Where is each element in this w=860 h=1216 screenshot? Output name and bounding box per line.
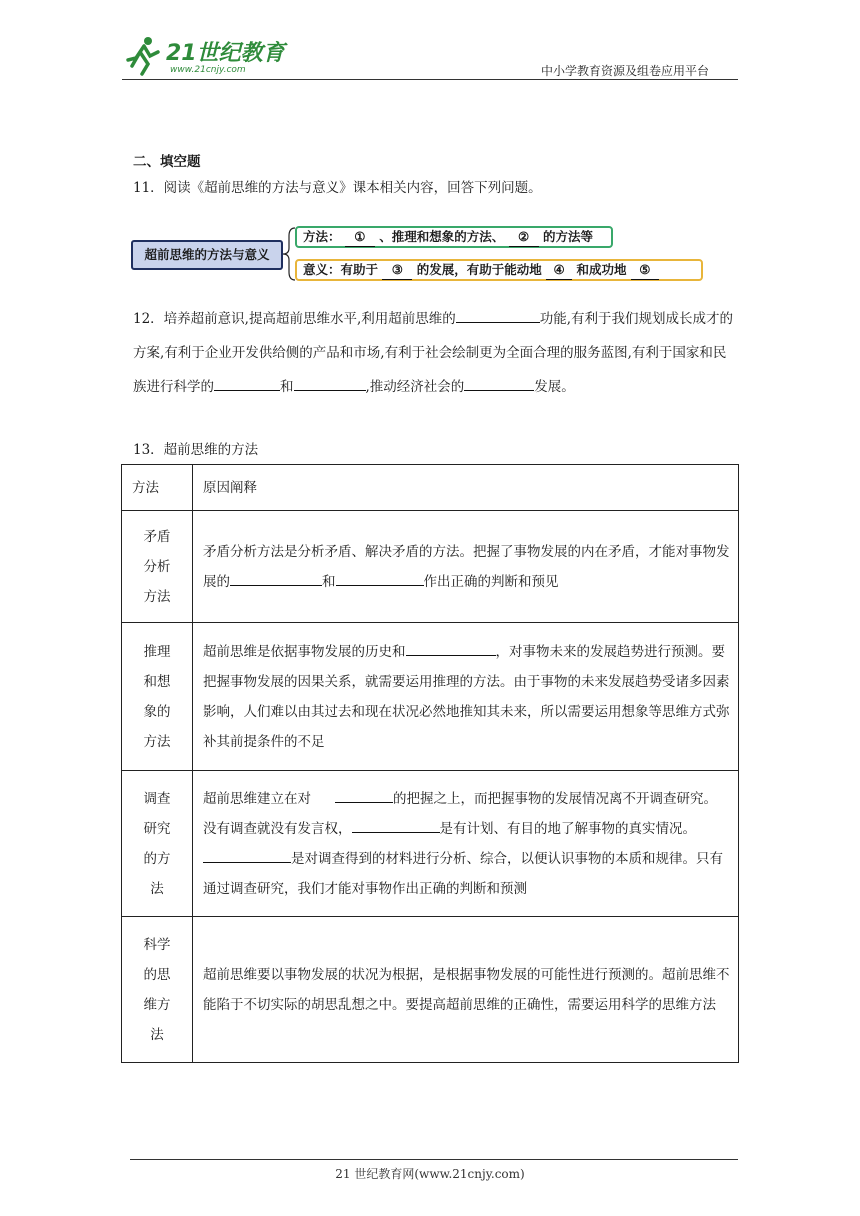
method-cell: 矛盾分析方法: [122, 511, 193, 623]
diagram-method-box: [295, 226, 613, 248]
q12-part-5: 发展。: [534, 379, 575, 395]
question-13-title: 13．超前思维的方法: [133, 442, 259, 458]
method-suffix: 的方法等: [542, 229, 593, 244]
method-cell: 推理和想象的方法: [122, 623, 193, 771]
q12-part-1: 12．培养超前意识,提高超前思维水平,利用超前思维的: [133, 311, 456, 327]
header-method: 方法: [122, 465, 193, 511]
q12-blank-4[interactable]: [464, 374, 534, 391]
blank-5[interactable]: ⑤: [631, 261, 659, 280]
methods-table: [121, 464, 739, 1063]
method-meaning-diagram: [131, 226, 701, 282]
blank-4[interactable]: ④: [546, 261, 572, 280]
q12-part-4: ,推动经济社会的: [365, 379, 465, 395]
q12-part-2: 功能,有利于我们规划成长成才的方案,有利于企业开发供给侧的产品和市场,有利于社会绘制更为全面合理的服务蓝图,有利于国家和民族进行科学的: [133, 311, 734, 395]
footer-text: 21 世纪教育网(www.21cnjy.com): [335, 1167, 525, 1181]
meaning-middle: 的发展，有助于能动地: [416, 262, 542, 277]
q12-blank-3[interactable]: [294, 374, 366, 391]
platform-name: 中小学教育资源及组卷应用平台: [541, 64, 710, 78]
method-prefix: 方法：: [303, 229, 341, 244]
method-cell: 科学的思维方法: [122, 917, 193, 1063]
method-middle: 、推理和想象的方法、: [379, 229, 505, 244]
q12-blank-2[interactable]: [214, 374, 280, 391]
q12-blank-1[interactable]: [456, 306, 540, 323]
meaning-prefix: 意义：有助于: [303, 262, 379, 277]
table-row: [122, 771, 739, 917]
header-divider: [122, 79, 738, 80]
q13-blank-5[interactable]: [352, 818, 440, 833]
header-reason: 原因阐释: [193, 465, 739, 511]
svg-text:www.21cnjy.com: www.21cnjy.com: [170, 65, 246, 75]
meaning-middle-2: 和成功地: [576, 262, 627, 277]
reason-cell: 超前思维建立在对 的把握之上，而把握事物的发展情况离不开调查研究。没有调查就没有发言权， 是有计划、有目的地了解事物的真实情况。是对调查得到的材料进行分析、综合，以便认识事物的本质和规律。只有通过调查研究，我们才能对事物作出正确的判断和预测: [193, 771, 739, 917]
q13-blank-6[interactable]: [203, 848, 291, 863]
table-row: [122, 623, 739, 771]
question-11-text: 11．阅读《超前思维的方法与意义》课本相关内容，回答下列问题。: [133, 180, 542, 196]
q13-blank-4[interactable]: [335, 788, 393, 803]
reason-cell: 矛盾分析方法是分析矛盾、解决矛盾的方法。把握了事物发展的内在矛盾，才能对事物发展的 和 作出正确的判断和预见: [193, 511, 739, 623]
footer-divider: [130, 1159, 738, 1160]
table-row: [122, 917, 739, 1063]
blank-3[interactable]: ③: [382, 261, 412, 280]
method-cell: 调查研究的方法: [122, 771, 193, 917]
q13-blank-1[interactable]: [230, 571, 322, 586]
blank-1[interactable]: ①: [345, 228, 375, 247]
q13-blank-3[interactable]: [406, 641, 496, 656]
site-logo: [122, 34, 292, 78]
reason-cell: 超前思维是依据事物发展的历史和 ，对事物未来的发展趋势进行预测。要把握事物发展的因果关系，就需要运用推理的方法。由于事物的未来发展趋势受诸多因素影响，人们难以由其过去和现在状况必然地推知其未来，所以需要运用想象等思维方式弥补其前提条件的不足: [193, 623, 739, 771]
q12-part-3: 和: [280, 379, 294, 395]
q13-blank-2[interactable]: [336, 571, 424, 586]
runner-icon: [128, 37, 158, 74]
diagram-root-label: 超前思维的方法与意义: [131, 240, 283, 270]
section-title: 二、填空题: [133, 154, 201, 170]
diagram-meaning-box: [295, 259, 703, 281]
blank-2[interactable]: ②: [509, 228, 539, 247]
svg-text:21世纪教育: 21世纪教育: [166, 41, 285, 66]
table-row: [122, 511, 739, 623]
reason-cell: 超前思维要以事物发展的状况为根据，是根据事物发展的可能性进行预测的。超前思维不能陷于不切实际的胡思乱想之中。要提高超前思维的正确性，需要运用科学的思维方法: [193, 917, 739, 1063]
question-12: [133, 302, 738, 404]
table-header-row: [122, 465, 739, 511]
